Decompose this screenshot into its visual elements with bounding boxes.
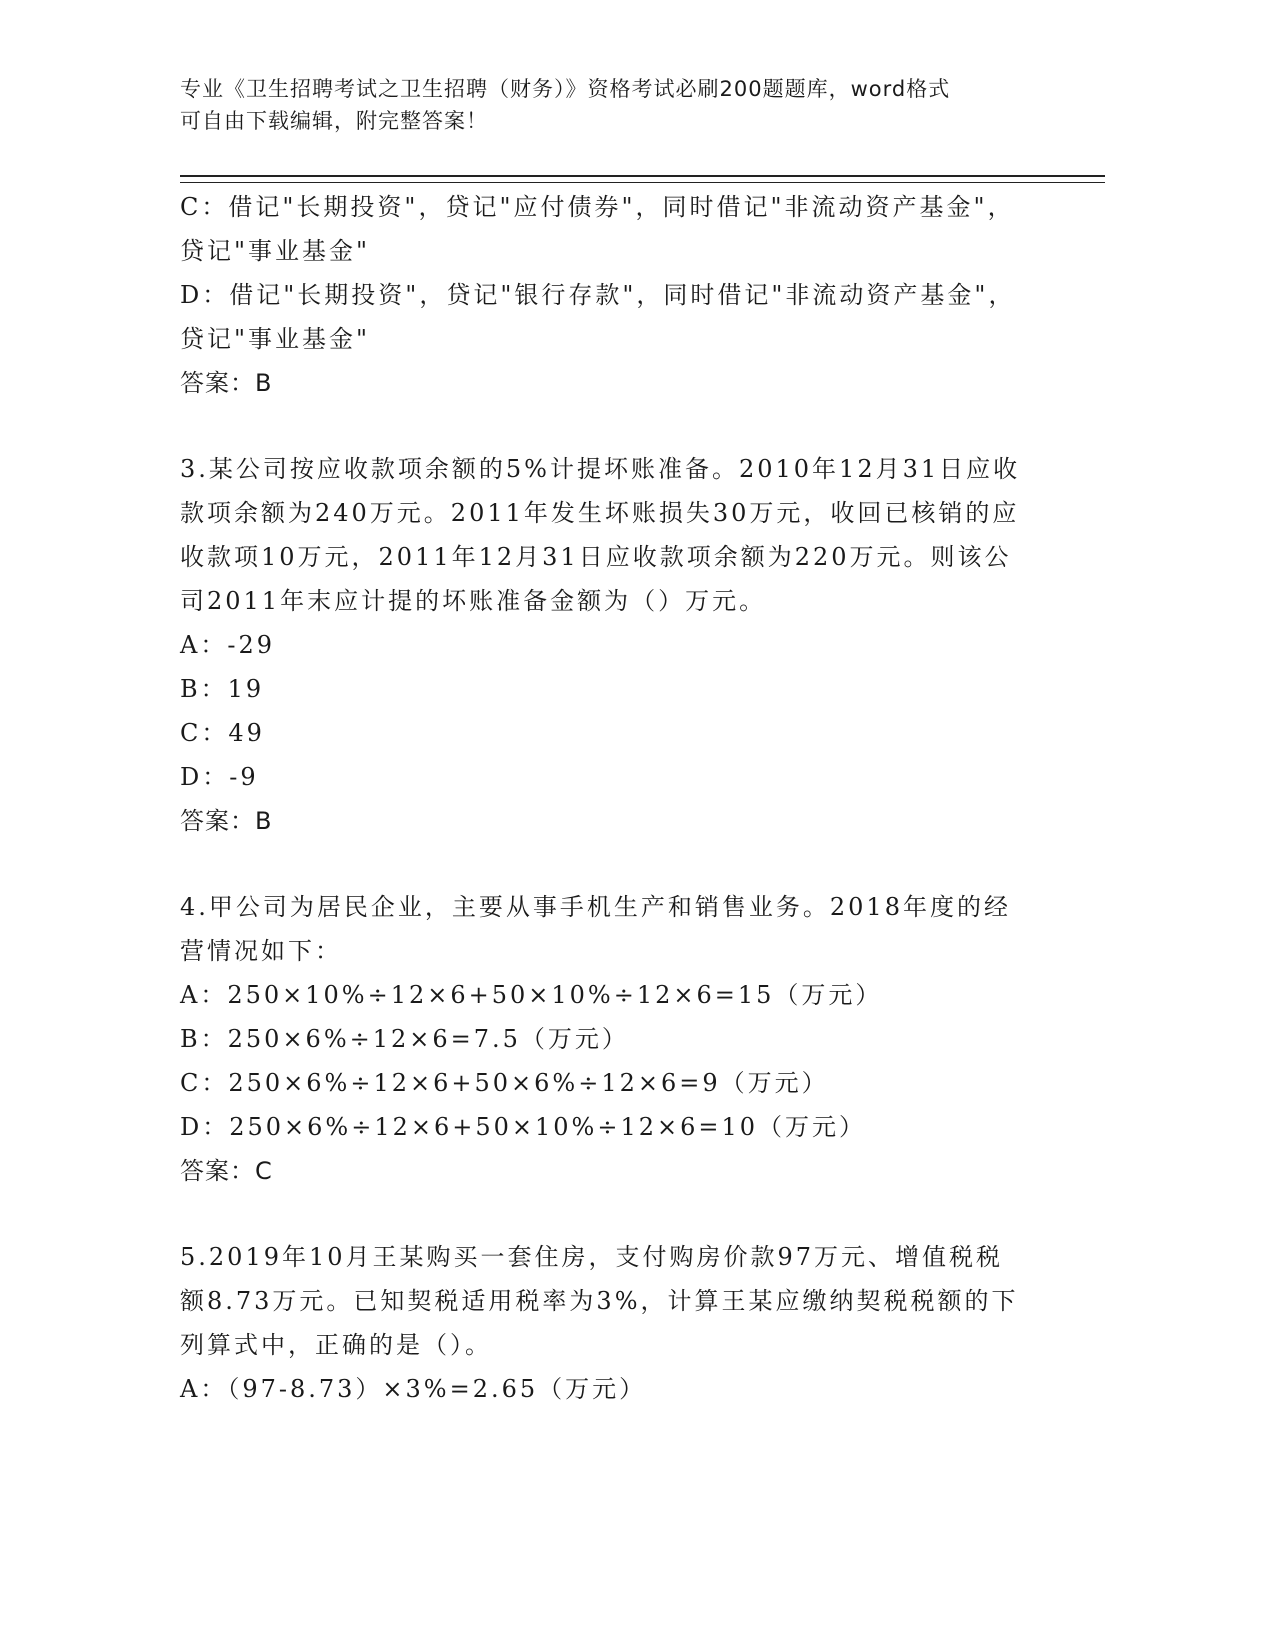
- answer-label: 答案：B: [180, 369, 273, 397]
- option-d-line-1: D：借记"长期投资"，贷记"银行存款"，同时借记"非流动资产基金"，: [180, 281, 1016, 309]
- option-c-line-1: C：借记"长期投资"，贷记"应付债券"，同时借记"非流动资产基金"，: [180, 193, 1015, 221]
- option-b: B：19: [180, 675, 265, 703]
- answer-label: 答案：B: [180, 807, 273, 835]
- option-b: B：250×6%÷12×6=7.5（万元）: [180, 1025, 629, 1053]
- option-d: D：-9: [180, 763, 259, 791]
- question-stem-line: 5.2019年10月王某购买一套住房，支付购房价款97万元、增值税税: [180, 1243, 1004, 1271]
- question-4: [180, 885, 1060, 1193]
- header-title-line-2: 可自由下载编辑，附完整答案！: [180, 109, 488, 133]
- spacer: [180, 405, 1060, 447]
- question-stem-line: 列算式中，正确的是（）。: [180, 1331, 492, 1359]
- question-2-continued: [180, 185, 1060, 405]
- spacer: [180, 843, 1060, 885]
- option-c: C：250×6%÷12×6+50×6%÷12×6=9（万元）: [180, 1069, 829, 1097]
- question-stem-line: 4.甲公司为居民企业，主要从事手机生产和销售业务。2018年度的经: [180, 893, 1011, 921]
- option-c: C：49: [180, 719, 265, 747]
- question-stem-line: 司2011年末应计提的坏账准备金额为（）万元。: [180, 587, 767, 615]
- option-a: A：250×10%÷12×6+50×10%÷12×6=15（万元）: [180, 981, 883, 1009]
- question-stem-line: 款项余额为240万元。2011年发生坏账损失30万元，收回已核销的应: [180, 499, 1020, 527]
- option-d-line-2: 贷记"事业基金": [180, 325, 371, 353]
- document-body: [180, 185, 1060, 1411]
- option-d: D：250×6%÷12×6+50×10%÷12×6=10（万元）: [180, 1113, 867, 1141]
- option-a: A：（97-8.73）×3%=2.65（万元）: [180, 1375, 647, 1403]
- question-stem-line: 额8.73万元。已知契税适用税率为3%，计算王某应缴纳契税税额的下: [180, 1287, 1019, 1315]
- option-a: A：-29: [180, 631, 275, 659]
- option-c-line-2: 贷记"事业基金": [180, 237, 371, 265]
- spacer: [180, 1193, 1060, 1235]
- header-divider: [180, 175, 1105, 183]
- question-5: [180, 1235, 1060, 1411]
- answer-label: 答案：C: [180, 1157, 273, 1185]
- page-header: [180, 73, 1060, 137]
- question-stem-line: 收款项10万元，2011年12月31日应收款项余额为220万元。则该公: [180, 543, 1012, 571]
- header-title-line-1: 专业《卫生招聘考试之卫生招聘（财务）》资格考试必刷200题题库，word格式: [180, 77, 951, 101]
- question-stem-line: 3.某公司按应收款项余额的5%计提坏账准备。2010年12月31日应收: [180, 455, 1021, 483]
- question-stem-line: 营情况如下：: [180, 937, 342, 965]
- question-3: [180, 447, 1060, 843]
